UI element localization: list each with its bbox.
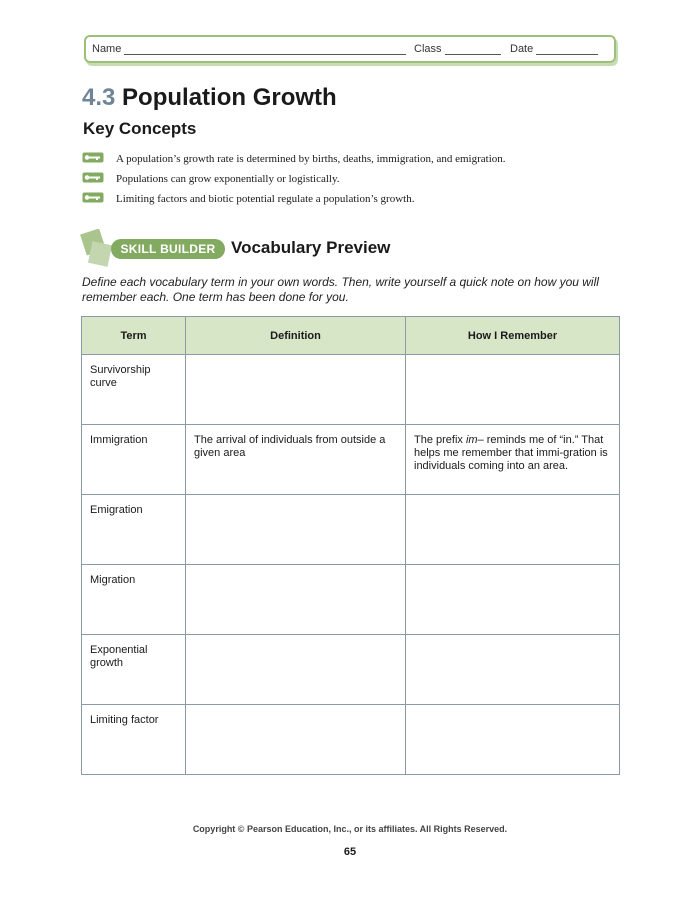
key-concept-text: A population’s growth rate is determined by births, deaths, immigration, and emigration.	[116, 153, 506, 165]
definition-cell: The arrival of individuals from outside a given area	[186, 425, 406, 495]
header-how-i-remember: How I Remember	[406, 317, 620, 355]
skill-builder-title: Vocabulary Preview	[231, 238, 391, 257]
key-concept-text: Limiting factors and biotic potential regulate a population’s growth.	[116, 193, 415, 205]
key-icon	[82, 152, 104, 163]
definition-cell[interactable]	[186, 355, 406, 425]
date-line	[536, 44, 598, 55]
instructions: Define each vocabulary term in your own words. Then, write yourself a quick note on how you will remember each. One term has been done for you.	[82, 275, 599, 304]
remember-cell[interactable]	[406, 635, 620, 705]
definition-cell[interactable]	[186, 565, 406, 635]
table-row	[82, 565, 620, 635]
table-row	[82, 495, 620, 565]
key-concept-item	[82, 172, 552, 186]
page-title	[82, 84, 337, 112]
name-field[interactable]	[92, 43, 406, 55]
date-label: Date	[510, 43, 534, 55]
table-row	[82, 355, 620, 425]
key-concept-item	[82, 192, 552, 206]
class-field[interactable]	[414, 43, 501, 55]
section-number: 4.3	[82, 84, 116, 111]
key-icon	[82, 172, 104, 183]
header-term: Term	[82, 317, 186, 355]
key-concept-item	[82, 152, 552, 166]
term-cell: Limiting factor	[82, 705, 186, 775]
skill-builder-decoration-icon	[80, 229, 114, 269]
key-icon	[82, 192, 104, 203]
name-label: Name	[92, 43, 122, 55]
copyright-notice: Copyright © Pearson Education, Inc., or its affiliates. All Rights Reserved.	[192, 824, 508, 834]
skill-builder-badge: SKILL BUILDER	[111, 239, 225, 259]
remember-cell[interactable]	[406, 355, 620, 425]
remember-cell[interactable]	[406, 565, 620, 635]
remember-cell[interactable]	[406, 705, 620, 775]
table-header-row	[82, 317, 620, 355]
table-row	[82, 425, 620, 495]
remember-prefix-term: im–	[465, 434, 484, 446]
term-cell: Emigration	[82, 495, 186, 565]
remember-cell	[406, 425, 620, 495]
remember-text: The prefix	[414, 434, 466, 446]
page-number: 65	[343, 846, 357, 858]
term-cell: Survivorship curve	[82, 355, 186, 425]
key-concepts-heading: Key Concepts	[83, 119, 197, 138]
class-label: Class	[414, 43, 442, 55]
header-definition: Definition	[186, 317, 406, 355]
definition-cell[interactable]	[186, 635, 406, 705]
remember-cell[interactable]	[406, 495, 620, 565]
name-class-date-bar	[84, 35, 616, 63]
term-cell: Exponential growth	[82, 635, 186, 705]
definition-cell[interactable]	[186, 705, 406, 775]
date-field[interactable]	[510, 43, 598, 55]
term-cell: Immigration	[82, 425, 186, 495]
class-line	[445, 44, 501, 55]
definition-cell[interactable]	[186, 495, 406, 565]
term-cell: Migration	[82, 565, 186, 635]
name-line	[124, 44, 406, 55]
remember-text: reminds me of “in.” That helps me remember that immi-gration is individuals coming into an area.	[414, 434, 608, 472]
key-concepts-list	[82, 152, 552, 212]
key-concept-text: Populations can grow exponentially or logistically.	[116, 173, 340, 185]
table-row	[82, 635, 620, 705]
section-title: Population Growth	[122, 84, 337, 111]
table-row	[82, 705, 620, 775]
vocabulary-table	[81, 316, 620, 775]
